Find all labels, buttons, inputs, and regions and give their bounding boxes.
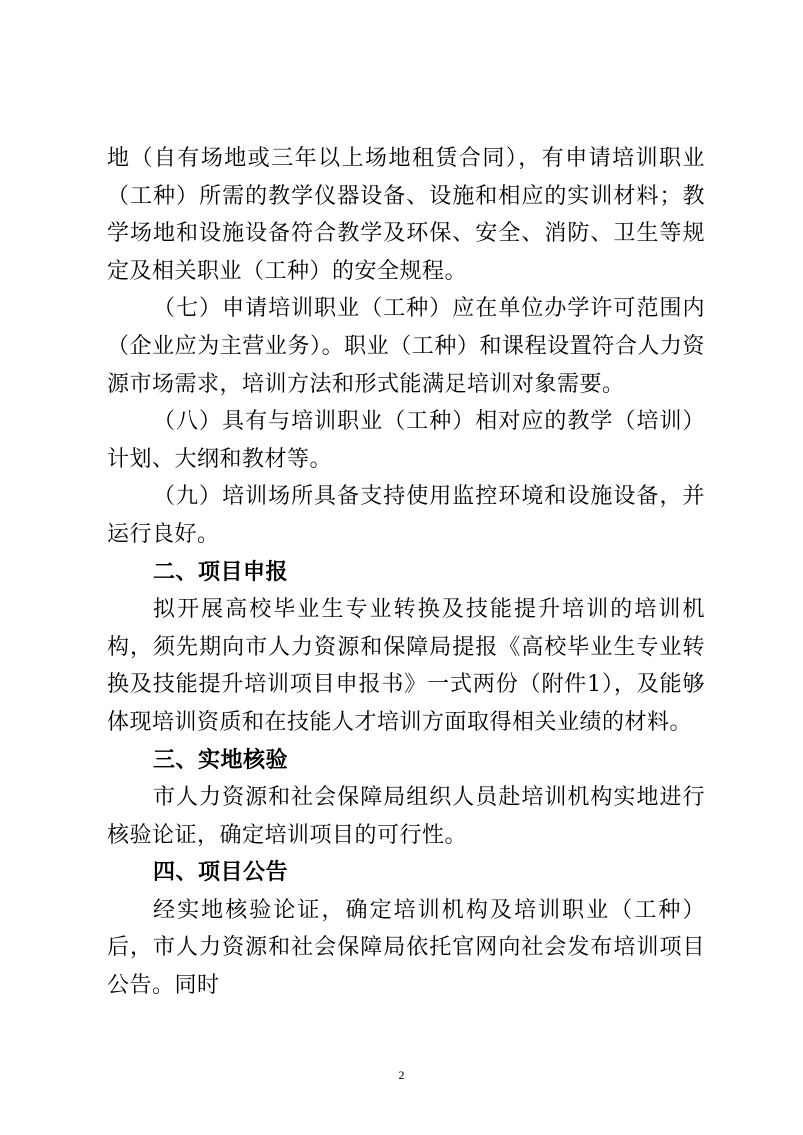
paragraph-item-9: （九）培训场所具备支持使用监控环境和设施设备，并运行良好。 xyxy=(107,484,705,547)
document-body xyxy=(107,140,705,1005)
paragraph-venue-requirements: 地（自有场地或三年以上场地租赁合同），有申请培训职业（工种）所需的教学仪器设备、设施和相应的实训材料；教学场地和设施设备符合教学及环保、安全、消防、卫生等规定及相关职业（工种）的安全规程。 xyxy=(107,146,705,284)
paragraph-item-8: （八）具有与培训职业（工种）相对应的教学（培训）计划、大纲和教材等。 xyxy=(107,409,705,472)
section-heading-site-verification: 三、实地核验 xyxy=(153,747,289,773)
paragraph-item-7: （七）申请培训职业（工种）应在单位办学许可范围内（企业应为主营业务）。职业（工种）和课程设置符合人力资源市场需求，培训方法和形式能满足培训对象需要。 xyxy=(107,296,705,397)
paragraph-site-verification: 市人力资源和社会保障局组织人员赴培训机构实地进行核验论证，确定培训项目的可行性。 xyxy=(107,785,705,848)
section-heading-project-announcement: 四、项目公告 xyxy=(153,860,289,886)
section-heading-project-application: 二、项目申报 xyxy=(153,559,289,585)
page-number: 2 xyxy=(398,1068,405,1082)
paragraph-project-application: 拟开展高校毕业生专业转换及技能提升培训的培训机构，须先期向市人力资源和保障局提报《高校毕业生专业转换及技能提升培训项目申报书》一式两份（附件1），及能够体现培训资质和在技能人才培训方面取得相关业绩的材料。 xyxy=(107,597,705,735)
paragraph-project-announcement: 经实地核验论证，确定培训机构及培训职业（工种）后，市人力资源和社会保障局依托官网向社会发布培训项目公告。同时 xyxy=(107,897,705,999)
